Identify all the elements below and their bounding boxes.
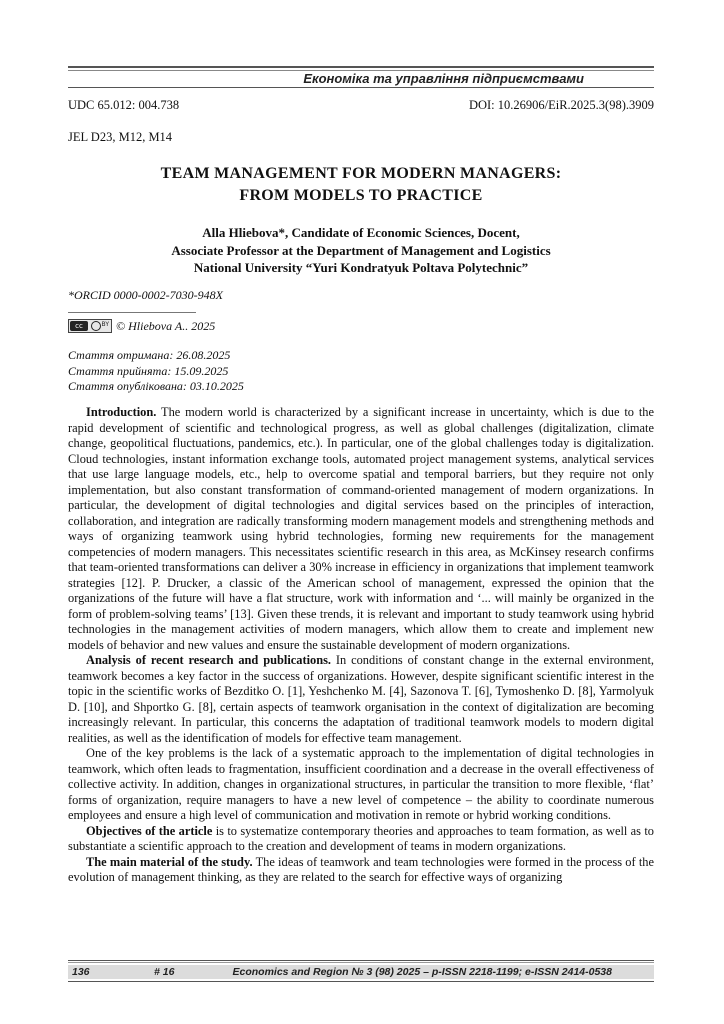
article-dates <box>68 348 244 395</box>
copyright: © Hliebova A.. 2025 <box>116 319 216 333</box>
paragraph-text: In conditions of constant change in the external environment, teamwork becomes a key factor in the success of organizations. However, despite significant scientific interest in the topic in the scientific works of Bezditko O. [1], Yeshchenko M. [4], Sazonova T. [6], Tymoshenko D. [8], Yarmolyuk D. [10], and Shportko G. [8], certain aspects of teamwork organisation in the context of digitalization are becoming increasingly relevant. In particular, this concerns the adaptation of traditional teamwork models to modern digital realities, as well as the identification of models for effective team management. <box>68 653 654 745</box>
article-title <box>68 163 654 207</box>
udc-code: UDC 65.012: 004.738 <box>68 98 180 112</box>
doi: DOI: 10.26906/EiR.2025.3(98).3909 <box>468 98 654 112</box>
running-header <box>68 66 654 88</box>
paragraph-heading: Analysis of recent research and publications. <box>86 653 332 667</box>
journal-info: Economics and Region № 3 (98) 2025 – p-ISSN 2218-1199; e-ISSN 2414-0538 <box>232 966 612 978</box>
by-label: BY <box>101 321 109 328</box>
header-rule-bottom <box>68 87 654 88</box>
person-icon <box>91 321 101 331</box>
paragraph-introduction <box>68 405 654 653</box>
paragraph-objectives <box>68 824 654 855</box>
date-published: Стаття опублікована: 03.10.2025 <box>68 379 244 393</box>
paragraph-problems <box>68 746 654 824</box>
page-number: 136 <box>72 966 90 978</box>
article-title-line-1: TEAM MANAGEMENT FOR MODERN MANAGERS: <box>160 165 562 182</box>
author-affiliation: National University “Yuri Kondratyuk Poltava Polytechnic” <box>193 260 529 275</box>
cc-label: cc <box>70 321 88 331</box>
license-rule <box>68 312 196 313</box>
author-position: Associate Professor at the Department of Management and Logistics <box>171 242 551 258</box>
article-title-line-2: FROM MODELS TO PRACTICE <box>239 187 483 204</box>
running-footer <box>68 960 654 980</box>
issue-number: # 16 <box>154 966 175 978</box>
header-rule-top <box>68 66 654 68</box>
orcid: *ORCID 0000-0002-7030-948X <box>68 288 223 302</box>
footer-rule-bottom <box>68 981 654 982</box>
paragraph-heading: Introduction. <box>86 405 157 419</box>
jel-codes: JEL D23, M12, M14 <box>68 130 173 144</box>
paragraph-heading: Objectives of the article <box>86 823 213 838</box>
author-block <box>68 224 654 277</box>
cc-by-license-icon <box>68 319 112 333</box>
paragraph-analysis <box>68 653 654 746</box>
footer-bar <box>68 965 654 979</box>
paragraph-text: One of the key problems is the lack of a systematic approach to the implementation of digital technologies in teamwork, which often leads to fragmentation, insufficient coordination and a decrease in the overall effectiveness of collective activity. In addition, changes in organizational structures, in particular the transition to more flexible, ‘flat’ forms of organization, require managers to have a new level of competence – the ability to coordinate numerous employees and ensure a high level of communication and motivation in remote or hybrid working conditions. <box>68 746 654 822</box>
paragraph-text: is to systematize contemporary theories and approaches to team formation, as well as to substantiate a scientific approach to the creation and development of teams in modern organizations. <box>68 823 654 853</box>
running-header-title: Економіка та управління підприємствами <box>303 71 584 86</box>
paragraph-heading: The main material of the study. <box>86 854 253 869</box>
date-accepted: Стаття прийнята: 15.09.2025 <box>68 363 229 378</box>
footer-rule-thin <box>68 962 654 963</box>
paragraph-text: The ideas of teamwork and team technologies were formed in the process of the evolution of management thinking, as they are related to the search for effective ways of organizing <box>68 854 654 884</box>
date-received: Стаття отримана: 26.08.2025 <box>68 348 231 362</box>
paragraph-text: The modern world is characterized by a significant increase in uncertainty, which is due to the rapid development of scientific and technological progress, as well as global challenges (digitalization, climate change, geopolitical fluctuations, pandemics, etc.). In particular, one of the global challenges today is digitalization. Cloud technologies, instant information exchange tools, automated project management systems, analytical services that use large language models, etc., help to overcome spatial and temporal barriers, but they require not only implementation, but also constant transformation of command-oriented management of modern organizations. In particular, the development of digital technologies and digital services based on the principles of interaction, collaboration, and integration are radically transforming modern management models and strengthening methods and ways of organizing teamwork using hybrid technologies, forming new requirements for the management competencies of modern managers. This necessitates scientific research in this area, as McKinsey research confirms that team-oriented transformations can deliver a 30% increase in efficiency in organizations that implement teamwork strategies [12]. P. Drucker, a classic of the American school of management, expressed the opinion that the organizations of the future will have a flat structure, work with information and ‘... will mainly be organized in the form of problem-solving teams’ [13]. Given these trends, it is relevant and important to study teamwork using hybrid technologies in the management activities of modern managers, which allow them to create and implement new models of behavior and new values and ensure the sustainable development of modern organizations. <box>68 405 654 652</box>
paragraph-main-material <box>68 855 654 886</box>
article-body <box>68 405 654 886</box>
author-name: Alla Hliebova*, Candidate of Economic Sciences, Docent, <box>202 225 520 240</box>
footer-rule-top <box>68 960 654 961</box>
